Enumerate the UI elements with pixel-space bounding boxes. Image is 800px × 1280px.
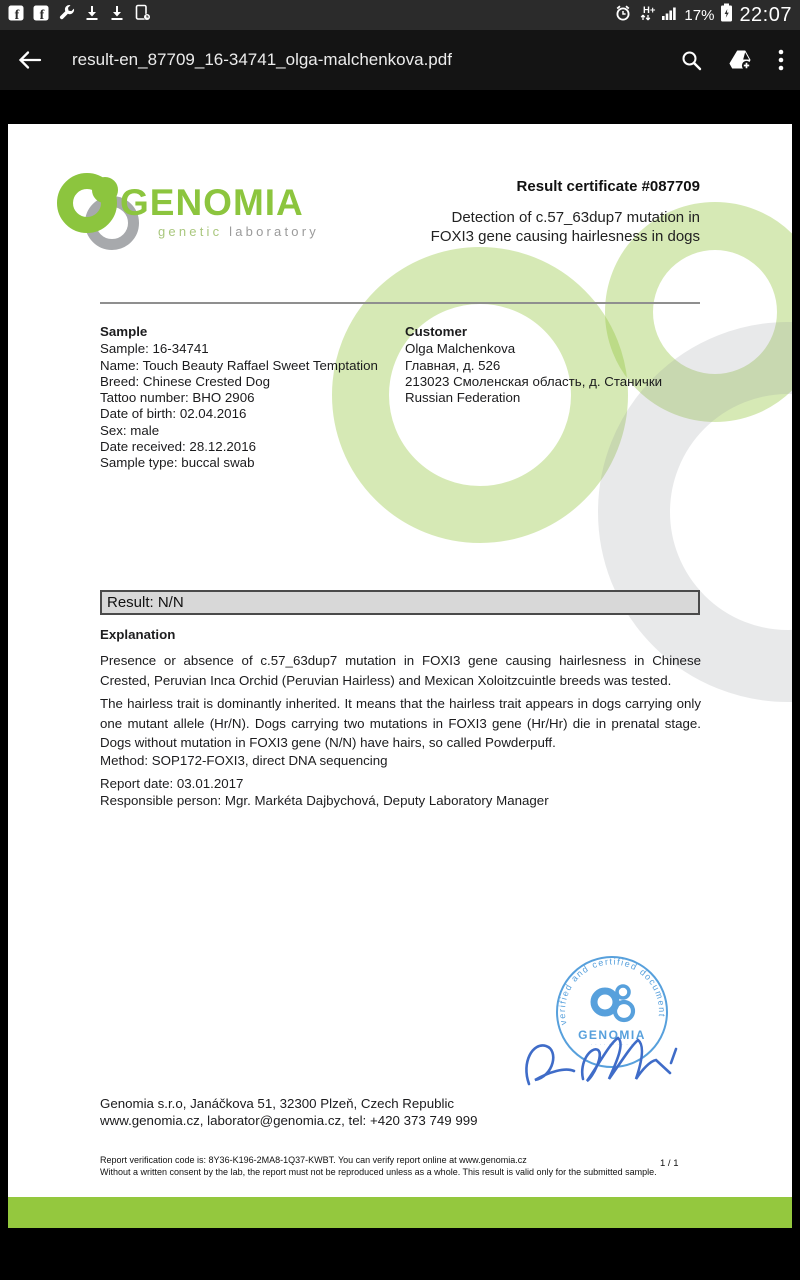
facebook-icon [33, 5, 49, 26]
logo-tagline [158, 224, 319, 239]
footer-contacts: www.genomia.cz, laborator@genomia.cz, tel: +420 373 749 999 [100, 1112, 478, 1128]
overflow-menu-button[interactable] [778, 49, 784, 71]
pdf-toolbar [0, 30, 800, 90]
battery-charging-icon [720, 3, 733, 27]
sample-line: Breed: Chinese Crested Dog [100, 373, 270, 389]
result-box [100, 590, 700, 615]
explanation-paragraph-1: Presence or absence of c.57_63dup7 mutation in FOXI3 gene causing hairlesness in Chinese Crested, Peruvian Inca Orchid (Peruvian Hairless) and Mexican Xoloitzcuintle breeds was tested. [100, 653, 701, 688]
logo-circle-green-small [92, 177, 118, 203]
stamp-ring-text: verified and certified document [556, 956, 668, 1027]
certificate-subtitle-line1: Detection of c.57_63dup7 mutation in [451, 209, 700, 226]
sample-section [100, 324, 400, 472]
overflow-dots-icon [778, 49, 784, 71]
sample-line: Tattoo number: BHO 2906 [100, 390, 255, 406]
stamp-brand: GENOMIA [578, 1028, 646, 1042]
certificate-header [400, 178, 700, 246]
certification-stamp [513, 950, 713, 1125]
customer-line: 213023 Смоленская область, д. Станички [405, 373, 663, 389]
customer-heading: Customer [405, 324, 468, 339]
add-to-drive-button[interactable] [728, 49, 752, 71]
svg-text:f: f [39, 7, 45, 21]
sample-line: Sample type: buccal swab [100, 455, 255, 471]
document-title: result-en_87709_16-34741_olga-malchenkova.pdf [72, 50, 452, 69]
customer-line: Russian Federation [405, 390, 521, 406]
alarm-icon [614, 4, 632, 27]
search-button[interactable] [681, 50, 702, 71]
customer-line: Olga Malchenkova [405, 341, 516, 357]
certificate-number: Result certificate #087709 [516, 178, 700, 195]
sample-line: Date of birth: 02.04.2016 [100, 406, 247, 422]
page-footer-green-bar [8, 1197, 792, 1228]
back-button[interactable] [16, 48, 46, 72]
report-date: Report date: 03.01.2017 [100, 776, 244, 791]
logo-tagline-laboratory: laboratory [229, 224, 319, 239]
sample-line: Sex: male [100, 422, 160, 438]
responsible-person: Responsible person: Mgr. Markéta Dajbychová, Deputy Laboratory Manager [100, 792, 549, 808]
explanation-heading: Explanation [100, 627, 176, 642]
footer-address: Genomia s.r.o, Janáčkova 51, 32300 Plzeň, Czech Republic [100, 1096, 455, 1111]
download-icon [109, 5, 125, 26]
customer-section [405, 324, 705, 406]
signal-bars-icon [662, 5, 678, 26]
device-clock-icon [134, 4, 151, 26]
pdf-page [8, 124, 792, 1228]
header-divider-line [100, 302, 700, 304]
certificate-subtitle [400, 208, 700, 246]
stamp-small-text: · · · · · · · · · · [590, 1042, 634, 1047]
svg-text:f: f [14, 7, 20, 21]
company-footer [100, 1096, 478, 1129]
legal-line-2: Without a written consent by the lab, the report must not be reproduced unless as a whole. This result is valid only for the submitted sample. [100, 1166, 657, 1177]
report-meta [100, 776, 549, 809]
sample-line: Name: Touch Beauty Raffael Sweet Temptation [100, 357, 378, 373]
sample-line: Date received: 28.12.2016 [100, 439, 256, 455]
clock-label: 22:07 [739, 3, 792, 26]
logo-brand-text: GENOMIA [120, 182, 304, 223]
pdf-viewport[interactable] [0, 90, 800, 1280]
svg-text:H+: H+ [643, 4, 656, 16]
status-bar[interactable] [0, 0, 800, 30]
legal-note [100, 1155, 670, 1178]
stamp-logo [594, 986, 633, 1020]
logo-tagline-genetic: genetic [158, 224, 223, 239]
system-indicators [614, 3, 792, 27]
facebook-icon [8, 5, 24, 26]
sample-heading: Sample [100, 324, 148, 339]
legal-line-1: Report verification code is: 8Y36-K196-2MA8-1Q37-KWBT. You can verify report online at www.genomia.cz [100, 1155, 527, 1165]
drive-plus-icon [728, 49, 752, 71]
customer-line: Главная, д. 526 [405, 357, 501, 373]
mobile-data-h-plus-icon [638, 4, 656, 27]
explanation-paragraph-2: The hairless trait is dominantly inherited. It means that the hairless trait appears in dogs carrying only one mutant allele (Hr/N). Dogs carrying two mutations in FOXI3 gene (Hr/Hr) die in prenatal stage. Dogs without mutation in FOXI3 gene (N/N) have hairs, so called Powderpuff. [100, 696, 701, 750]
method-line: Method: SOP172-FOXI3, direct DNA sequencing [100, 753, 388, 768]
result-text: Result: N/N [107, 594, 184, 611]
wrench-icon [58, 4, 75, 26]
certificate-subtitle-line2: FOXI3 gene causing hairlesness in dogs [430, 228, 700, 245]
page-indicator: 1 / 1 [660, 1158, 679, 1169]
back-arrow-icon [16, 49, 42, 71]
battery-percent-label: 17% [684, 6, 715, 24]
search-icon [681, 50, 702, 71]
sample-line: Sample: 16-34741 [100, 341, 209, 357]
notification-icons [8, 4, 151, 26]
download-icon [84, 5, 100, 26]
